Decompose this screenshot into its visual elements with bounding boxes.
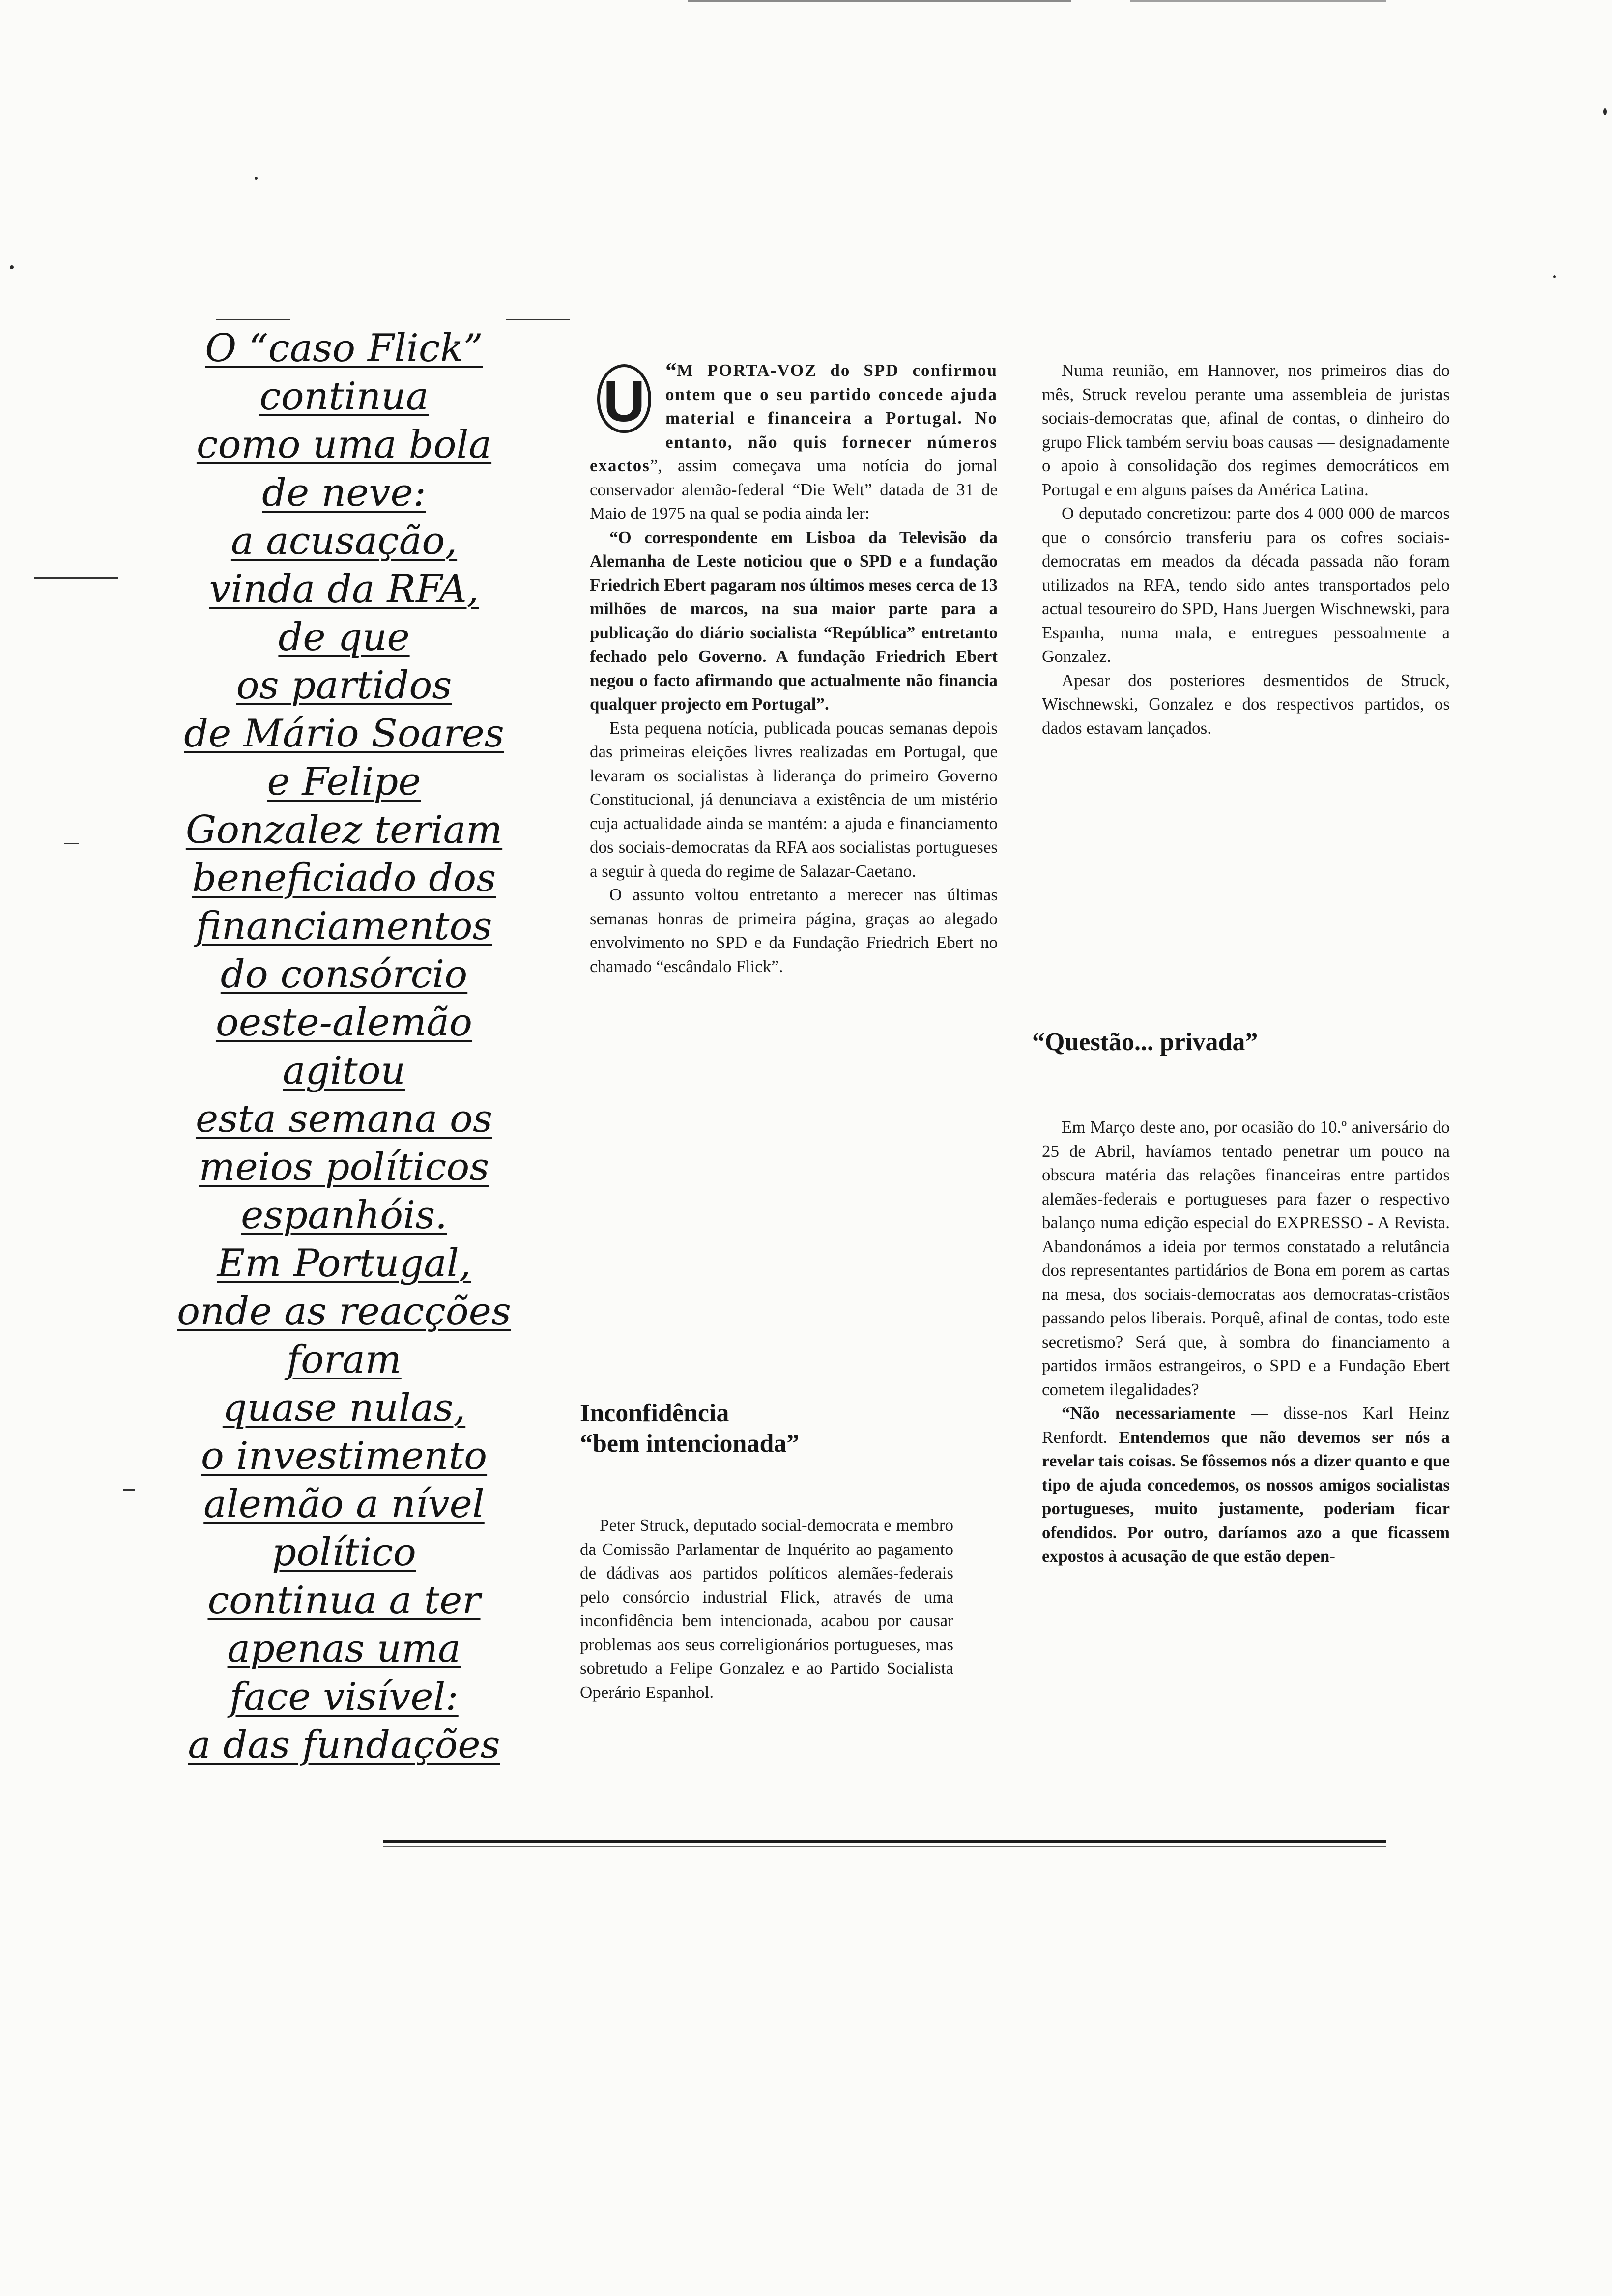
headline-line: vinda da RFA,	[209, 567, 479, 611]
subhead-line: “bem intencionada”	[580, 1430, 800, 1458]
scan-speck	[255, 177, 258, 180]
struck-paragraph: Peter Struck, deputado social-democrata e membro da Comissão Parlamentar de Inquérito ao pagamento de dádivas aos partidos políticos alemães-federais pelo consórcio industrial Flick, através de uma inconfidência bem intencionada, acabou por causar problemas aos seus correligionários portugueses, mas sobretudo a Felipe Gonzalez e ao Partido Socialista Operário Espanhol.	[580, 1516, 953, 1702]
headline-line: agitou	[283, 1049, 405, 1093]
quote-paragraph: “O correspondente em Lisboa da Televisão da Alemanha de Leste noticiou que o SPD e a fundação Friedrich Ebert pagaram nos últimos meses cerca de 13 milhões de marcos, na sua maior parte para a publicação do diário socialista “República” entretanto fechado pelo Governo. A fundação Friedrich Ebert negou o facto afirmando que actualmente não financia qualquer projecto em Portugal”.	[590, 527, 998, 714]
dropcap-letter: U	[597, 364, 651, 433]
headline-line: a das fundações	[188, 1723, 500, 1767]
article-column-right-lower	[1042, 1116, 1450, 1569]
lead-rest-text: ”, assim começava uma notícia do jornal conservador alemão-federal “Die Welt” datada de 31 de Maio de 1975 na qual se podia ainda ler:	[590, 456, 998, 523]
top-edge-rule	[688, 0, 1071, 2]
news-paragraph: Esta pequena notícia, publicada poucas semanas depois das primeiras eleições livres realizadas em Portugal, que levaram os socialistas à liderança do primeiro Governo Constitucional, já denunciava a existência de um mistério cuja actualidade ainda se mantém: a ajuda e financiamento dos sociais-democratas da RFA aos socialistas portugueses a seguir à queda do regime de Salazar-Caetano.	[590, 718, 998, 881]
renfordt-paragraph	[1042, 1402, 1450, 1569]
top-edge-rule-2	[1130, 0, 1386, 2]
subhead-questao-privada	[1032, 1027, 1376, 1058]
headline-line: O “caso Flick”	[205, 326, 483, 371]
headline-line: continua	[259, 374, 429, 419]
headline-line: apenas uma	[227, 1627, 461, 1671]
headline-line: de Mário Soares	[184, 712, 504, 756]
headline-line: e Felipe	[267, 760, 421, 804]
scan-speck	[1603, 108, 1607, 115]
article-column-middle-lower	[580, 1514, 953, 1704]
headline-line: alemão a nível	[203, 1482, 485, 1526]
headline-line: o investimento	[201, 1434, 488, 1478]
headline-line: face visível:	[230, 1675, 459, 1719]
headline-line: meios políticos	[199, 1145, 489, 1189]
headline-line: oeste-alemão	[215, 1001, 473, 1045]
bottom-rule	[383, 1840, 1386, 1843]
headline-line: foram	[287, 1338, 402, 1382]
scan-dash-mark	[34, 577, 118, 579]
scan-dash-mark	[216, 319, 290, 320]
renfordt-attribution: — disse-nos Karl Heinz Renfordt.	[1042, 1404, 1450, 1447]
headline-line: como uma bola	[196, 423, 492, 467]
headline-line: do consórcio	[220, 952, 468, 997]
headline-line: esta semana os	[195, 1097, 492, 1141]
article-column-right	[1042, 359, 1450, 740]
hannover-paragraph: Numa reunião, em Hannover, nos primeiros dias do mês, Struck revelou perante uma assembleia de juristas sociais-democratas que, afinal de contas, o dinheiro do grupo Flick também serviu boas causas — designadamente o apoio à consolidação dos regimes democráticos em Portugal e em alguns países da América Latina.	[1042, 361, 1450, 499]
renfordt-quote-start: “Não necessariamente	[1062, 1404, 1236, 1423]
bottom-rule-thin	[383, 1846, 1386, 1847]
subhead-inconfidencia	[580, 1398, 924, 1459]
open-quote: “	[665, 358, 677, 383]
marco-paragraph: Em Março deste ano, por ocasião do 10.º aniversário do 25 de Abril, havíamos tentado penetrar um pouco na obscura matéria das relações financeiras entre partidos alemães-federais e portugueses para fazer o respectivo balanço numa edição especial do EXPRESSO - A Revista. Abandonámos a ideia por termos constatado a relutância dos representantes partidários de Bona em porem as cartas na mesa, dos sociais-democratas aos democratas-cristãos passando pelos liberais. Porquê, afinal de contas, todo este secretismo? Será que, à sombra do financiamento a partidos irmãos estrangeiros, o SPD e a Fundação Ebert cometem ilegalidades?	[1042, 1118, 1450, 1399]
headline-line: de que	[278, 615, 410, 660]
headline-line: espanhóis.	[241, 1193, 447, 1237]
scan-speck	[1553, 275, 1556, 278]
article-column-middle	[590, 359, 998, 978]
lead-paragraph	[590, 359, 998, 526]
headline-line: político	[272, 1530, 416, 1575]
scan-speck	[10, 265, 14, 269]
renfordt-quote-body: Entendemos que não devemos ser nós a revelar tais coisas. Se fôssemos nós a dizer quanto e que tipo de ajuda concedemos, os nossos amigos socialistas portugueses, muito justamente, poderiam ficar ofendidos. Por outro, daríamos azo a que ficassem expostos à acusação de que estão depen-	[1042, 1427, 1450, 1566]
headline-line: onde as reacções	[177, 1290, 511, 1334]
headline-line: Gonzalez teriam	[185, 808, 503, 852]
headline-line: a acusação,	[230, 519, 458, 563]
headline	[123, 324, 565, 1769]
headline-line: financiamentos	[196, 904, 492, 948]
desmentidos-paragraph: Apesar dos posteriores desmentidos de Struck, Wischnewski, Gonzalez e dos respectivos partidos, os dados estavam lançados.	[1042, 670, 1450, 738]
lead-bold-text: M PORTA-VOZ do SPD confirmou ontem que o seu partido concede ajuda material e financeira a Portugal. No entanto, não quis fornecer números exactos	[590, 361, 998, 475]
scan-dash-mark	[64, 843, 79, 844]
subject-paragraph: O assunto voltou entretanto a merecer nas últimas semanas honras de primeira página, graças ao alegado envolvimento no SPD e da Fundação Friedrich Ebert no chamado “escândalo Flick”.	[590, 885, 998, 976]
deputado-paragraph: O deputado concretizou: parte dos 4 000 000 de marcos que o consórcio transferiu para os cofres sociais-democratas em meados da década passada não foram utilizados na RFA, tendo sido antes transportados pelo actual tesoureiro do SPD, Hans Juergen Wischnewski, para Espanha, numa mala, e entregues pessoalmente a Gonzalez.	[1042, 504, 1450, 666]
scan-dash-mark	[506, 319, 570, 320]
headline-line: os partidos	[236, 663, 452, 708]
dropcap-frame	[590, 362, 659, 435]
headline-line: Em Portugal,	[217, 1241, 471, 1286]
subhead-line: Inconfidência	[580, 1399, 729, 1427]
headline-line: continua a ter	[207, 1578, 481, 1623]
headline-line: beneficiado dos	[192, 856, 496, 900]
headline-line: de neve:	[262, 471, 426, 515]
headline-line: quase nulas,	[222, 1386, 466, 1430]
subhead-line: “Questão... privada”	[1032, 1028, 1258, 1056]
